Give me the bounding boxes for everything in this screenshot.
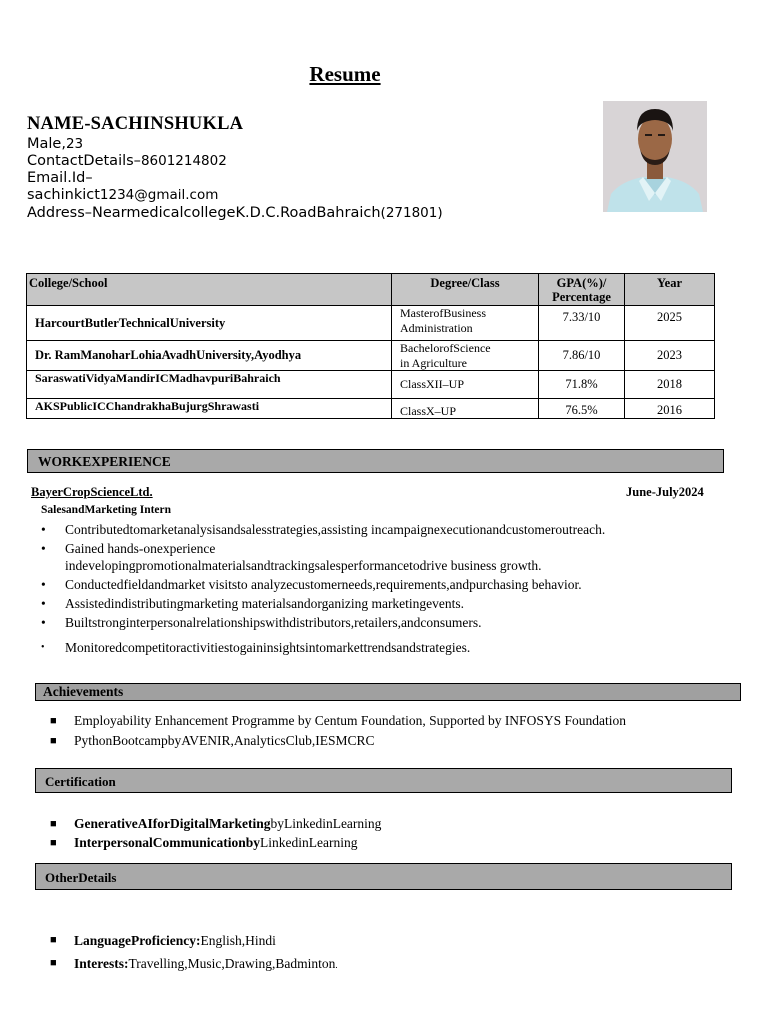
list-item: ■ Interests:Travelling,Music,Drawing,Badminton. [50,956,338,971]
candidate-name: NAME-SACHINSHUKLA [27,114,244,134]
education-table [26,273,715,419]
list-item: ■ LanguageProficiency:English,Hindi [50,933,276,948]
col-header-college: College/School [27,274,392,306]
gender-age: Male,23 [27,136,84,152]
cell-degree: MasterofBusiness Administration [392,306,539,341]
address: Address–NearmedicalcollegeK.D.C.RoadBahraich(271801) [27,205,443,221]
col-header-degree: Degree/Class [392,274,539,306]
list-item-continued: indevelopingpromotionalmaterialsandtrackingsalesperformancetodrive business growth. [65,558,542,573]
cell-year: 2025 [625,306,715,341]
cell-year: 2023 [625,341,715,371]
email-value: sachinkict1234@gmail.com [27,187,219,203]
company-name: BayerCropScienceLtd. [31,485,153,499]
col-header-year: Year [625,274,715,306]
list-item: • Monitoredcompetitoractivitiestogaininsightsintomarkettrendsandstrategies. [41,640,471,655]
list-item: ■ GenerativeAIforDigitalMarketingbyLinkedinLearning [50,816,382,831]
table-row [27,399,715,419]
table-row [27,371,715,399]
achievements-heading: Achievements [35,683,741,701]
email-label: Email.Id– [27,170,93,186]
cell-college: Dr. RamManoharLohiaAvadhUniversity,Ayodhya [27,341,392,371]
achievements-list [50,711,750,751]
cell-degree: ClassXII–UP [392,371,539,399]
contact-details: ContactDetails–8601214802 [27,153,227,169]
cell-college: SaraswatiVidyaMandirICMadhavpuriBahraich [27,371,392,399]
cell-college: HarcourtButlerTechnicalUniversity [27,306,392,341]
list-item: ■ InterpersonalCommunicationbyLinkedinLearning [50,834,358,850]
list-item: • Contributedtomarketanalysisandsalesstrategies,assisting incampaignexecutionandcustomeroutreach. [41,522,606,537]
cell-year: 2016 [625,399,715,419]
profile-photo [603,101,707,212]
cell-gpa: 71.8% [539,371,625,399]
list-item: ■ PythonBootcampbyAVENIR,AnalyticsClub,IESMCRC [50,733,375,748]
list-item: • Assistedindistributingmarketing materialsandorganizing marketingevents. [41,596,465,611]
cell-year: 2018 [625,371,715,399]
work-bullet-list [41,521,741,656]
cell-college: AKSPublicICChandrakhaBujurgShrawasti [27,399,392,419]
table-row [27,306,715,341]
list-item: • Gained hands-onexperience [41,541,216,556]
cell-gpa: 76.5% [539,399,625,419]
list-item: • Conductedfieldandmarket visitsto analyzecustomerneeds,requirements,andpurchasing behavior. [41,577,582,592]
list-item: • Builtstronginterpersonalrelationshipswithdistributors,retailers,andconsumers. [41,615,482,630]
cell-gpa: 7.86/10 [539,341,625,371]
page-title: Resume [309,62,381,86]
cell-degree: BachelorofScience in Agriculture [392,341,539,371]
cell-gpa: 7.33/10 [539,306,625,341]
cell-degree: ClassX–UP [392,399,539,419]
col-header-gpa: GPA(%)/ Percentage [539,274,625,306]
table-row [27,341,715,371]
other-details-heading: OtherDetails [35,863,732,890]
job-role: SalesandMarketing Intern [41,504,172,516]
other-details-list [50,929,750,977]
list-item: ■ Employability Enhancement Programme by Centum Foundation, Supported by INFOSYS Foundation [50,713,626,728]
certification-list [50,815,750,852]
work-experience-heading: WORKEXPERIENCE [27,449,724,473]
work-period: June-July2024 [626,485,704,499]
certification-heading: Certification [35,768,732,793]
